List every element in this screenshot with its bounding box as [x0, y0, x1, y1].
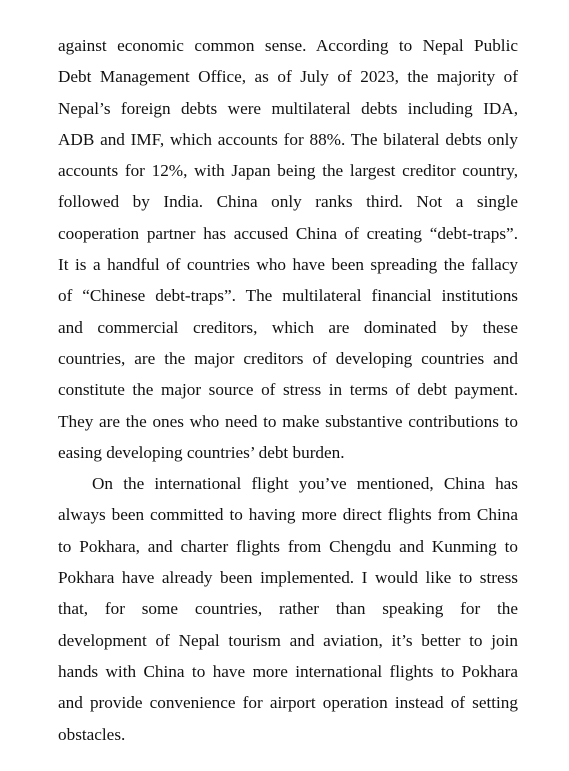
text-line: On the international flight you’ve mentioned, China has	[92, 474, 518, 494]
document-page	[58, 30, 518, 750]
text-line: It is a handful of countries who have been spreading the fallacy	[58, 255, 518, 275]
text-line: ADB and IMF, which accounts for 88%. The bilateral debts only	[58, 129, 518, 149]
text-line: hands with China to have more international flights to Pokhara	[58, 661, 518, 681]
text-line: development of Nepal tourism and aviation, it’s better to join	[58, 630, 518, 650]
text-line: Nepal’s foreign debts were multilateral debts including IDA,	[58, 98, 518, 118]
text-line: cooperation partner has accused China of creating “debt-traps”.	[58, 223, 518, 243]
text-line: and provide convenience for airport operation instead of setting	[58, 693, 518, 713]
text-line: They are the ones who need to make substantive contributions to	[58, 411, 518, 431]
text-line: accounts for 12%, with Japan being the largest creditor country,	[58, 161, 518, 181]
text-line: against economic common sense. According to Nepal Public	[58, 36, 518, 55]
text-line: always been committed to having more direct flights from China	[58, 505, 518, 525]
paragraph-flights	[58, 468, 518, 750]
text-line: Debt Management Office, as of July of 2023, the majority of	[58, 67, 518, 87]
text-line: that, for some countries, rather than speaking for the	[58, 599, 518, 619]
text-line: Pokhara have already been implemented. I would like to stress	[58, 568, 518, 588]
text-line: followed by India. China only ranks third. Not a single	[58, 192, 518, 212]
text-line: of “Chinese debt-traps”. The multilateral financial institutions	[58, 286, 518, 306]
text-line: obstacles.	[58, 724, 126, 744]
text-line: to Pokhara, and charter flights from Chengdu and Kunming to	[58, 536, 518, 556]
text-line: easing developing countries’ debt burden.	[58, 442, 345, 462]
text-line: and commercial creditors, which are dominated by these	[58, 317, 518, 337]
text-line: countries, are the major creditors of developing countries and	[58, 348, 518, 368]
text-line: constitute the major source of stress in terms of debt payment.	[58, 380, 518, 400]
paragraph-debt	[58, 30, 518, 468]
